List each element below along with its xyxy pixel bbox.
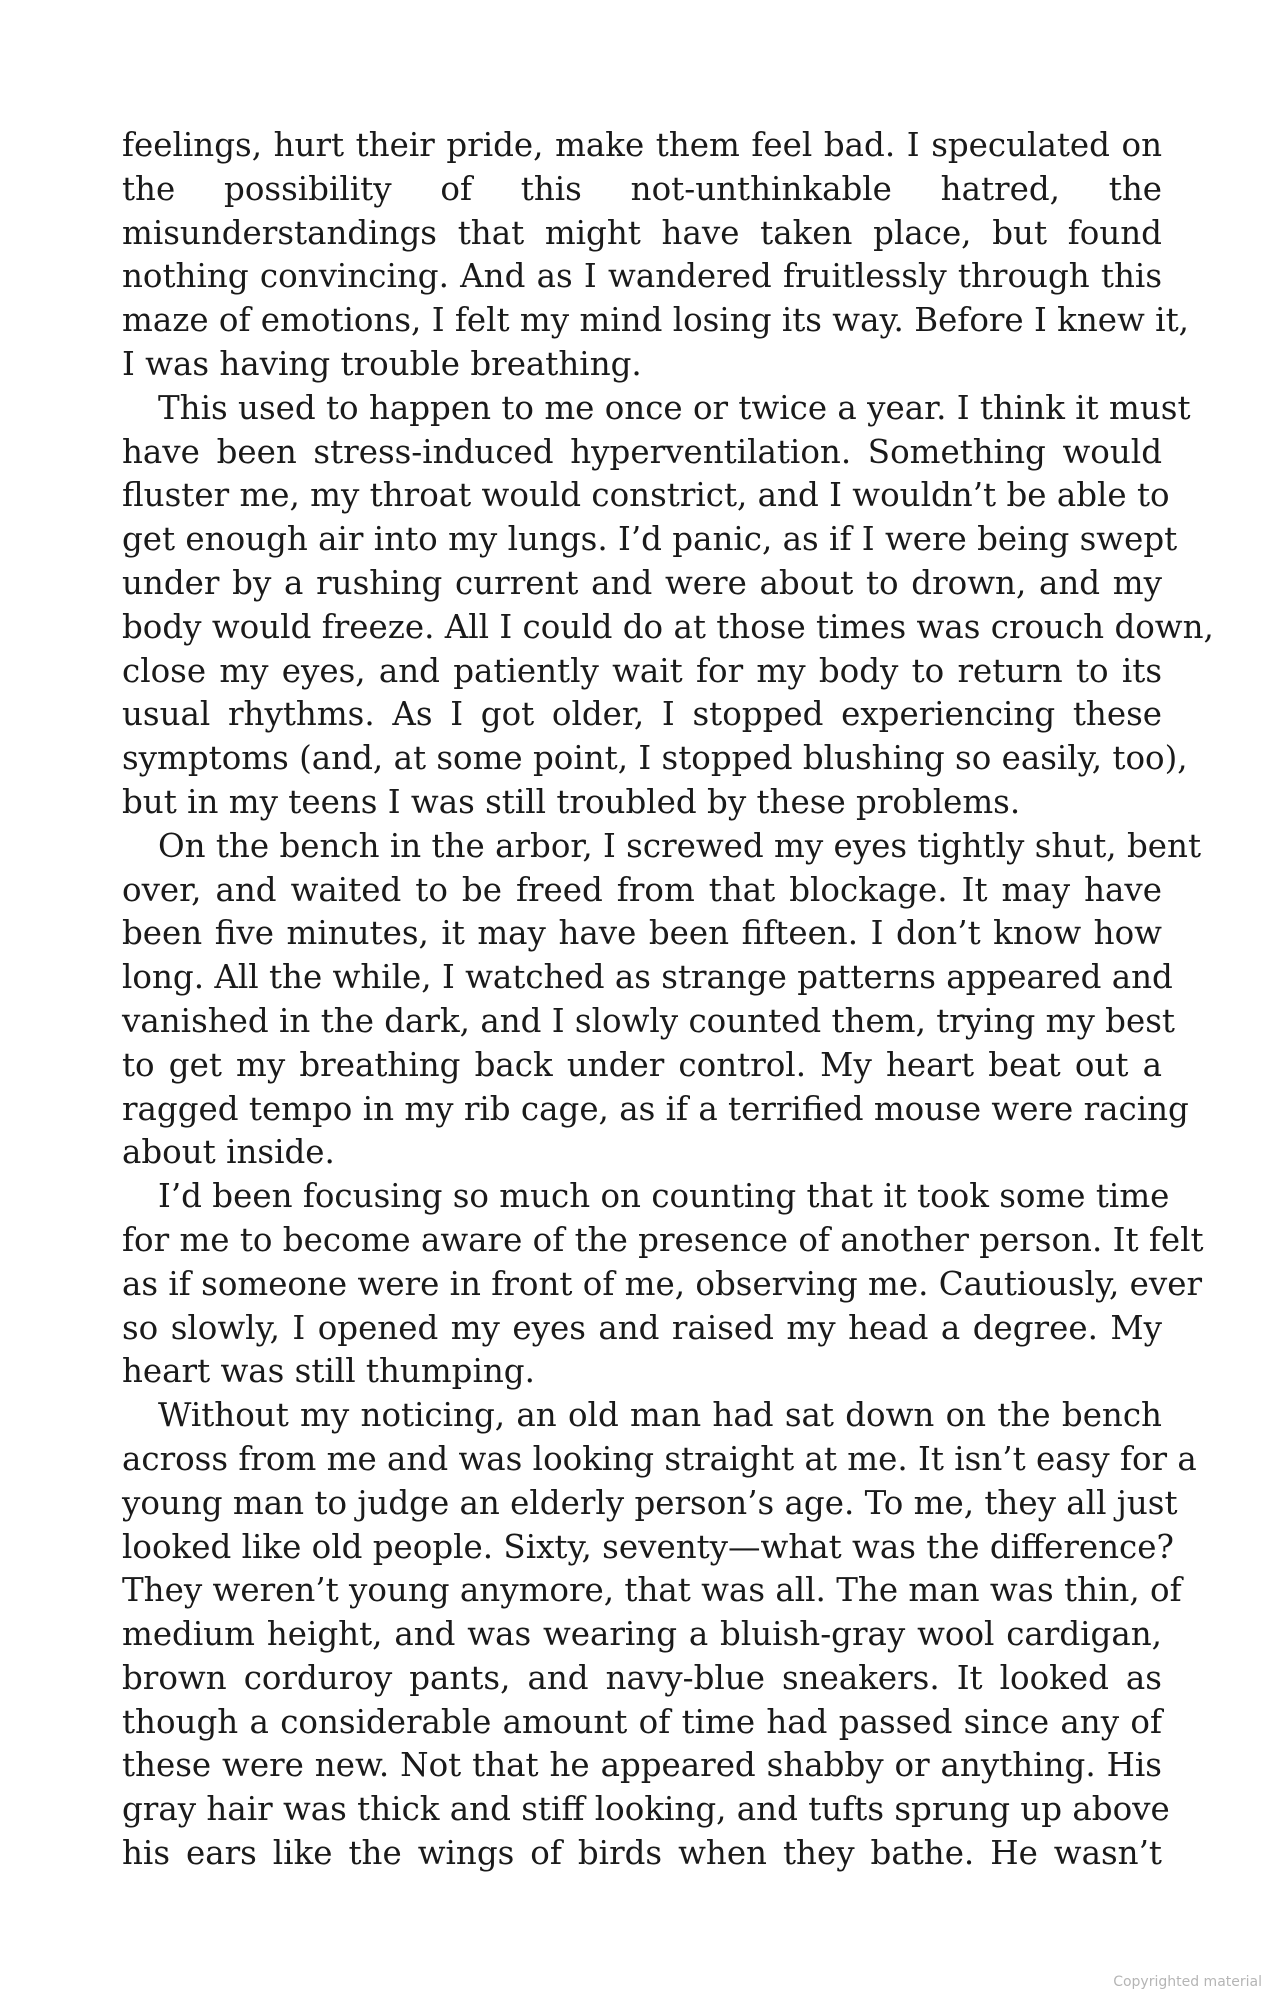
text-line: maze of emotions, I felt my mind losing its way. Before I knew it, bbox=[122, 301, 1189, 340]
text-line: though a considerable amount of time had passed since any of bbox=[122, 1702, 1162, 1741]
text-line: the possibility of this not-unthinkable hatred, the bbox=[122, 169, 1162, 208]
text-line: under by a rushing current and were about to drown, and my bbox=[122, 563, 1162, 602]
text-line: This used to happen to me once or twice a year. I think it must bbox=[158, 388, 1191, 427]
text-line: medium height, and was wearing a bluish-gray wool cardigan, bbox=[122, 1615, 1162, 1654]
text-line: gray hair was thick and stiff looking, and tufts sprung up above bbox=[122, 1790, 1170, 1829]
paragraph bbox=[122, 1175, 1204, 1394]
text-line: I’d been focusing so much on counting that it took some time bbox=[158, 1177, 1170, 1216]
text-line: I was having trouble breathing. bbox=[122, 344, 642, 383]
body-text bbox=[122, 124, 1214, 1876]
text-line: but in my teens I was still troubled by these problems. bbox=[122, 782, 1021, 821]
text-line: over, and waited to be freed from that blockage. It may have bbox=[122, 870, 1162, 909]
text-line: about inside. bbox=[122, 1133, 335, 1172]
text-line: so slowly, I opened my eyes and raised my head a degree. My bbox=[122, 1308, 1162, 1347]
text-line: usual rhythms. As I got older, I stopped experiencing these bbox=[122, 695, 1162, 734]
text-line: get enough air into my lungs. I’d panic, as if I were being swept bbox=[122, 520, 1178, 559]
text-line: brown corduroy pants, and navy-blue sneakers. It looked as bbox=[122, 1658, 1162, 1697]
text-line: his ears like the wings of birds when they bathe. He wasn’t bbox=[122, 1834, 1162, 1873]
copyright-watermark: Copyrighted material bbox=[1113, 1974, 1262, 1990]
text-line: vanished in the dark, and I slowly counted them, trying my best bbox=[122, 1001, 1175, 1040]
paragraph bbox=[122, 1394, 1197, 1876]
text-line: long. All the while, I watched as strange patterns appeared and bbox=[122, 958, 1173, 997]
text-line: young man to judge an elderly person’s age. To me, they all just bbox=[122, 1483, 1178, 1522]
text-line: been five minutes, it may have been fifteen. I don’t know how bbox=[122, 914, 1162, 953]
text-line: misunderstandings that might have taken place, but found bbox=[122, 213, 1162, 252]
text-line: Without my noticing, an old man had sat down on the bench bbox=[158, 1396, 1162, 1435]
text-line: nothing convincing. And as I wandered fruitlessly through this bbox=[122, 257, 1162, 296]
text-line: body would freeze. All I could do at those times was crouch down, bbox=[122, 607, 1214, 646]
text-line: feelings, hurt their pride, make them feel bad. I speculated on bbox=[122, 126, 1162, 164]
text-line: to get my breathing back under control. My heart beat out a bbox=[122, 1045, 1162, 1084]
text-line: for me to become aware of the presence of another person. It felt bbox=[122, 1220, 1204, 1259]
text-line: have been stress-induced hyperventilation. Something would bbox=[122, 432, 1162, 471]
text-line: heart was still thumping. bbox=[122, 1352, 535, 1391]
text-line: close my eyes, and patiently wait for my body to return to its bbox=[122, 651, 1162, 690]
text-line: fluster me, my throat would constrict, and I wouldn’t be able to bbox=[122, 476, 1170, 515]
text-line: across from me and was looking straight at me. It isn’t easy for a bbox=[122, 1439, 1197, 1478]
paragraph bbox=[122, 124, 1189, 387]
paragraph bbox=[122, 825, 1201, 1175]
text-line: ragged tempo in my rib cage, as if a terrified mouse were racing bbox=[122, 1089, 1189, 1128]
text-line: On the bench in the arbor, I screwed my eyes tightly shut, bent bbox=[158, 826, 1201, 865]
text-line: They weren’t young anymore, that was all. The man was thin, of bbox=[122, 1571, 1182, 1610]
paragraph bbox=[122, 387, 1214, 825]
text-line: as if someone were in front of me, observing me. Cautiously, ever bbox=[122, 1264, 1203, 1303]
text-line: symptoms (and, at some point, I stopped blushing so easily, too), bbox=[122, 739, 1188, 778]
text-line: these were new. Not that he appeared shabby or anything. His bbox=[122, 1746, 1162, 1785]
text-line: looked like old people. Sixty, seventy—what was the difference? bbox=[122, 1527, 1174, 1566]
